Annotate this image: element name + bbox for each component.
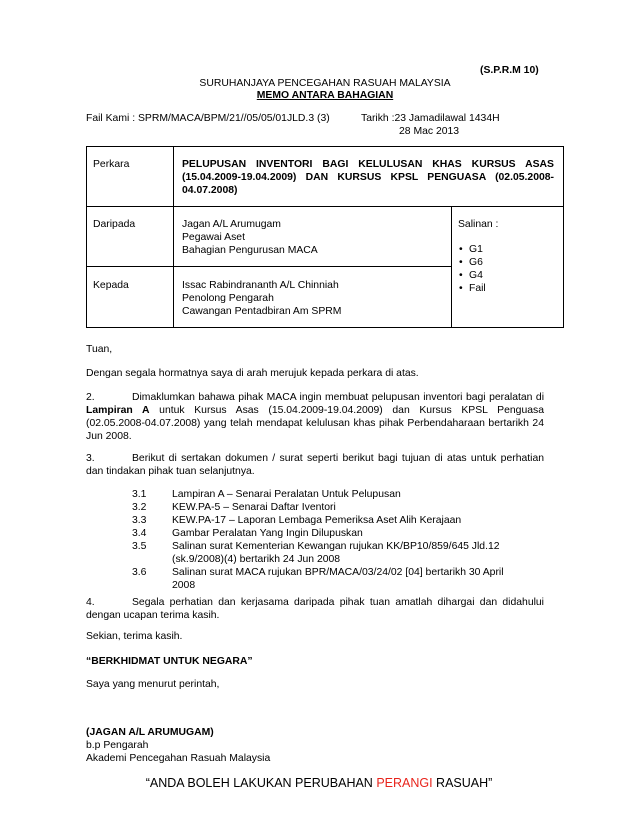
memo-title-wrap (86, 89, 564, 102)
perkara-label: Perkara (93, 159, 130, 170)
signatory-title: b.p Pengarah (86, 740, 149, 751)
list-item (132, 527, 552, 540)
list-item (132, 488, 552, 501)
list-item-number: 3.2 (132, 502, 147, 513)
paragraph-1: Dengan segala hormatnya saya di arah merujuk kepada perkara di atas. (86, 368, 419, 379)
list-item (132, 566, 552, 592)
salinan-item: • G6 (457, 256, 486, 269)
paragraph-3-number: 3. (86, 453, 95, 464)
list-item-text: Salinan surat MACA rujukan BPR/MACA/03/24/02 [04] bertarikh 30 April 2008 (172, 567, 504, 591)
kepada-name: Issac Rabindrananth A/L Chinniah (182, 280, 339, 291)
salinan-item: • Fail (457, 282, 486, 295)
paragraph-2-intro: Dimaklumkan bahawa pihak MACA ingin membuat pelupusan inventori bagi peralatan di (132, 392, 544, 403)
signatory-name: (JAGAN A/L ARUMUGAM) (86, 727, 214, 738)
lampiran-a-ref: Lampiran A (86, 405, 150, 416)
table-divider (87, 266, 451, 267)
daripada-position: Pegawai Aset (182, 232, 245, 243)
salinan-label: Salinan : (458, 219, 499, 230)
kepada-value (182, 279, 341, 318)
perkara-value: PELUPUSAN INVENTORI BAGI KELULUSAN KHAS KURSUS ASAS (15.04.2009-19.04.2009) DAN KURSUS KPSL PENGUASA (02.05.2008-04.07.2008) (182, 159, 554, 196)
kepada-department: Cawangan Pentadbiran Am SPRM (182, 306, 342, 317)
paragraph-4: Segala perhatian dan kerjasama daripada pihak tuan amatlah dihargai dan didahului dengan ucapan terima kasih. (86, 597, 544, 621)
motto: “BERKHIDMAT UNTUK NEGARA” (86, 656, 253, 667)
salinan-item: • G4 (457, 269, 486, 282)
date-gregorian: 28 Mac 2013 (399, 126, 460, 137)
kepada-position: Penolong Pengarah (182, 293, 274, 304)
perintah: Saya yang menurut perintah, (86, 679, 220, 690)
footer-slogan (0, 776, 638, 791)
list-item-text: KEW.PA-17 – Laporan Lembaga Pemeriksa Aset Alih Kerajaan (172, 515, 462, 526)
paragraph-2-rest: untuk Kursus Asas (15.04.2009-19.04.2009) dan Kursus KPSL Penguasa (02.05.2008-04.07.2008) yang telah mendapat kelulusan khas pihak Perbendaharaan bertarikh 24 Jun 2008. (86, 405, 544, 442)
paragraph-3: Berikut di sertakan dokumen / surat seperti berikut bagi tujuan di atas untuk perhatian dan tindakan pihak tuan selanjutnya. (86, 453, 544, 477)
list-item (132, 540, 552, 566)
salinan-item: • G1 (457, 243, 486, 256)
memo-header-table (86, 146, 564, 328)
slogan-highlight: PERANGI (376, 776, 433, 790)
closing: Sekian, terima kasih. (86, 631, 183, 642)
list-item (132, 501, 552, 514)
daripada-label: Daripada (93, 219, 136, 230)
daripada-name: Jagan A/L Arumugam (182, 219, 281, 230)
list-item-text: Salinan surat Kementerian Kewangan rujukan KK/BP10/859/645 Jld.12 (sk.9/2008)(4) bertarikh 24 Jun 2008 (172, 541, 500, 565)
signatory-organisation: Akademi Pencegahan Rasuah Malaysia (86, 753, 271, 764)
list-item-number: 3.4 (132, 528, 147, 539)
list-item-text: Gambar Peralatan Yang Ingin Dilupuskan (172, 528, 363, 539)
paragraph-2-number: 2. (86, 392, 95, 403)
daripada-value (182, 218, 318, 257)
salinan-list (457, 243, 486, 295)
list-item-number: 3.1 (132, 489, 147, 500)
paragraph-2 (86, 391, 544, 443)
paragraph-4-number: 4. (86, 597, 95, 608)
table-divider (451, 206, 452, 327)
list-item-number: 3.5 (132, 541, 147, 552)
list-item-number: 3.3 (132, 515, 147, 526)
slogan-start: “ANDA BOLEH LAKUKAN PERUBAHAN (145, 776, 377, 790)
list-item-text: KEW.PA-5 – Senarai Daftar Iventori (172, 502, 336, 513)
salutation: Tuan, (86, 344, 113, 355)
file-reference: Fail Kami : SPRM/MACA/BPM/21//05/05/01JLD.3 (3) (86, 113, 330, 124)
table-divider (87, 206, 563, 207)
ref-code: (S.P.R.M 10) (480, 65, 539, 76)
organisation-name: SURUHANJAYA PENCEGAHAN RASUAH MALAYSIA (199, 78, 451, 89)
slogan-end: RASUAH” (432, 776, 493, 790)
daripada-department: Bahagian Pengurusan MACA (182, 245, 318, 256)
memo-title: MEMO ANTARA BAHAGIAN (256, 90, 394, 101)
list-item-number: 3.6 (132, 567, 147, 578)
kepada-label: Kepada (93, 280, 129, 291)
date-hijri: Tarikh :23 Jamadilawal 1434H (361, 113, 500, 124)
table-divider (173, 147, 174, 327)
list-item (132, 514, 552, 527)
list-item-text: Lampiran A – Senarai Peralatan Untuk Pelupusan (172, 489, 401, 500)
